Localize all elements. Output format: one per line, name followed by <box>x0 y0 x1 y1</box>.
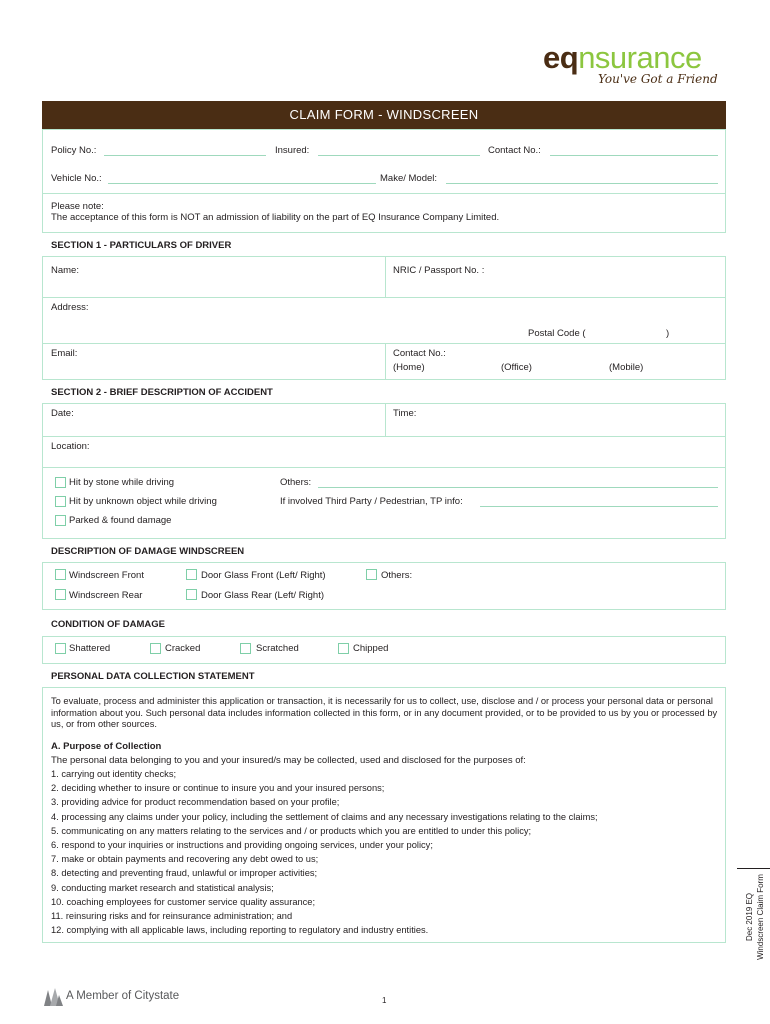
time-label: Time: <box>393 408 417 419</box>
make-model-field[interactable] <box>446 183 718 184</box>
logo-eq: eq <box>543 40 579 75</box>
eq-insurance-logo <box>543 40 733 92</box>
scratched-checkbox[interactable] <box>240 643 251 654</box>
note-heading: Please note: <box>51 201 104 212</box>
form-title-bar <box>42 101 726 129</box>
make-model-label: Make/ Model: <box>380 173 438 184</box>
others-field[interactable] <box>318 487 718 488</box>
hit-by-unknown-label: Hit by unknown object while driving <box>69 496 217 507</box>
section1-heading: SECTION 1 - PARTICULARS OF DRIVER <box>51 240 232 251</box>
door-glass-rear-checkbox[interactable] <box>186 589 197 600</box>
cracked-checkbox[interactable] <box>150 643 161 654</box>
list-item: 3. providing advice for product recommendation based on your profile; <box>51 797 340 808</box>
citystate-mark-icon <box>42 987 64 1007</box>
chipped-checkbox[interactable] <box>338 643 349 654</box>
policy-no-label: Policy No.: <box>51 145 97 156</box>
condition-heading: CONDITION OF DAMAGE <box>51 619 165 630</box>
windscreen-rear-checkbox[interactable] <box>55 589 66 600</box>
divider <box>42 193 726 194</box>
divider <box>385 256 386 297</box>
divider <box>42 343 726 344</box>
location-label: Location: <box>51 441 90 452</box>
third-party-field[interactable] <box>480 506 718 507</box>
divider <box>42 436 726 437</box>
personal-data-heading: PERSONAL DATA COLLECTION STATEMENT <box>51 671 255 682</box>
chipped-label: Chipped <box>353 643 389 654</box>
windscreen-rear-label: Windscreen Rear <box>69 590 143 601</box>
divider <box>385 403 386 436</box>
hit-by-stone-checkbox[interactable] <box>55 477 66 488</box>
hit-by-unknown-checkbox[interactable] <box>55 496 66 507</box>
list-item: 2. deciding whether to insure or continue to insure you and your insured persons; <box>51 783 385 794</box>
insured-label: Insured: <box>275 145 310 156</box>
contact-no-label: Contact No.: <box>488 145 541 156</box>
postal-code-close: ) <box>666 328 670 339</box>
damage-heading: DESCRIPTION OF DAMAGE WINDSCREEN <box>51 546 245 557</box>
nric-label: NRIC / Passport No. : <box>393 265 485 276</box>
contact-no-field[interactable] <box>550 155 718 156</box>
divider <box>42 297 726 298</box>
name-label: Name: <box>51 265 79 276</box>
list-item: 4. processing any claims under your policy, including the settlement of claims and any necessary investigations relating to the claims; <box>51 811 598 822</box>
email-label: Email: <box>51 348 78 359</box>
list-item: 5. communicating on any matters relating to the services and / or products which you are entitled to under this policy; <box>51 825 532 836</box>
cracked-label: Cracked <box>165 643 201 654</box>
vehicle-no-label: Vehicle No.: <box>51 173 102 184</box>
shattered-checkbox[interactable] <box>55 643 66 654</box>
purpose-heading: A. Purpose of Collection <box>51 741 162 752</box>
mobile-label: (Mobile) <box>609 362 644 373</box>
list-item: 12. complying with all applicable laws, including reporting to regulatory and industry entities. <box>51 925 429 936</box>
home-label: (Home) <box>393 362 425 373</box>
vehicle-no-field[interactable] <box>108 183 376 184</box>
policy-no-field[interactable] <box>104 155 266 156</box>
logo-nsurance: nsurance <box>578 40 702 75</box>
logo-tagline: You've Got a Friend <box>598 72 718 86</box>
list-item: 8. detecting and preventing fraud, unlawful or improper activities; <box>51 868 318 879</box>
form-title: CLAIM FORM - WINDSCREEN <box>289 107 479 122</box>
citystate-logo <box>42 986 202 1008</box>
third-party-label: If involved Third Party / Pedestrian, TP info: <box>280 496 463 507</box>
note-text: The acceptance of this form is NOT an admission of liability on the part of EQ Insurance Company Limited. <box>51 212 500 223</box>
others-label: Others: <box>280 477 312 488</box>
parked-damage-checkbox[interactable] <box>55 515 66 526</box>
side-form-code <box>744 867 768 967</box>
door-glass-front-label: Door Glass Front (Left/ Right) <box>201 570 326 581</box>
damage-others-label: Others: <box>381 570 413 581</box>
list-item: 1. carrying out identity checks; <box>51 769 177 779</box>
contact-label: Contact No.: <box>393 348 446 359</box>
list-item: 11. reinsuring risks and for reinsurance administration; and <box>51 911 293 922</box>
list-item: 6. respond to your inquiries or instructions and providing ongoing services, under your policy; <box>51 840 433 851</box>
hit-by-stone-label: Hit by stone while driving <box>69 477 175 488</box>
purpose-intro: The personal data belonging to you and your insured/s may be collected, used and disclosed for the purposes of: <box>51 755 526 766</box>
side-code-line1: Dec 2019 EQ <box>745 892 754 942</box>
shattered-label: Shattered <box>69 643 111 654</box>
divider <box>42 467 726 468</box>
door-glass-front-checkbox[interactable] <box>186 569 197 580</box>
purpose-list <box>51 767 721 937</box>
section2-heading: SECTION 2 - BRIEF DESCRIPTION OF ACCIDENT <box>51 387 273 398</box>
date-label: Date: <box>51 408 74 419</box>
page-number: 1 <box>382 996 387 1005</box>
door-glass-rear-label: Door Glass Rear (Left/ Right) <box>201 590 325 601</box>
side-code-line2: Windscreen Claim Form <box>756 874 765 960</box>
address-label: Address: <box>51 302 89 313</box>
list-item: 9. conducting market research and statistical analysis; <box>51 882 274 893</box>
insured-field[interactable] <box>318 155 480 156</box>
scratched-label: Scratched <box>256 643 299 654</box>
postal-code-label: Postal Code ( <box>528 328 586 339</box>
damage-others-checkbox[interactable] <box>366 569 377 580</box>
windscreen-front-label: Windscreen Front <box>69 570 144 581</box>
member-text: A Member of Citystate <box>66 990 180 1002</box>
personal-data-intro: To evaluate, process and administer this application or transaction, it is necessarily for us to collect, use, disclose and / or process your personal data or personal information about you. Such personal data includes information collected in this form, or in any document provided, or to be provided to us by you or processed by us, or from other sources. <box>51 696 718 730</box>
parked-damage-label: Parked & found damage <box>69 515 172 526</box>
office-label: (Office) <box>501 362 532 373</box>
divider <box>385 343 386 380</box>
list-item: 10. coaching employees for customer service quality assurance; <box>51 896 316 907</box>
list-item: 7. make or obtain payments and recovering any debt owed to us; <box>51 854 319 865</box>
windscreen-front-checkbox[interactable] <box>55 569 66 580</box>
